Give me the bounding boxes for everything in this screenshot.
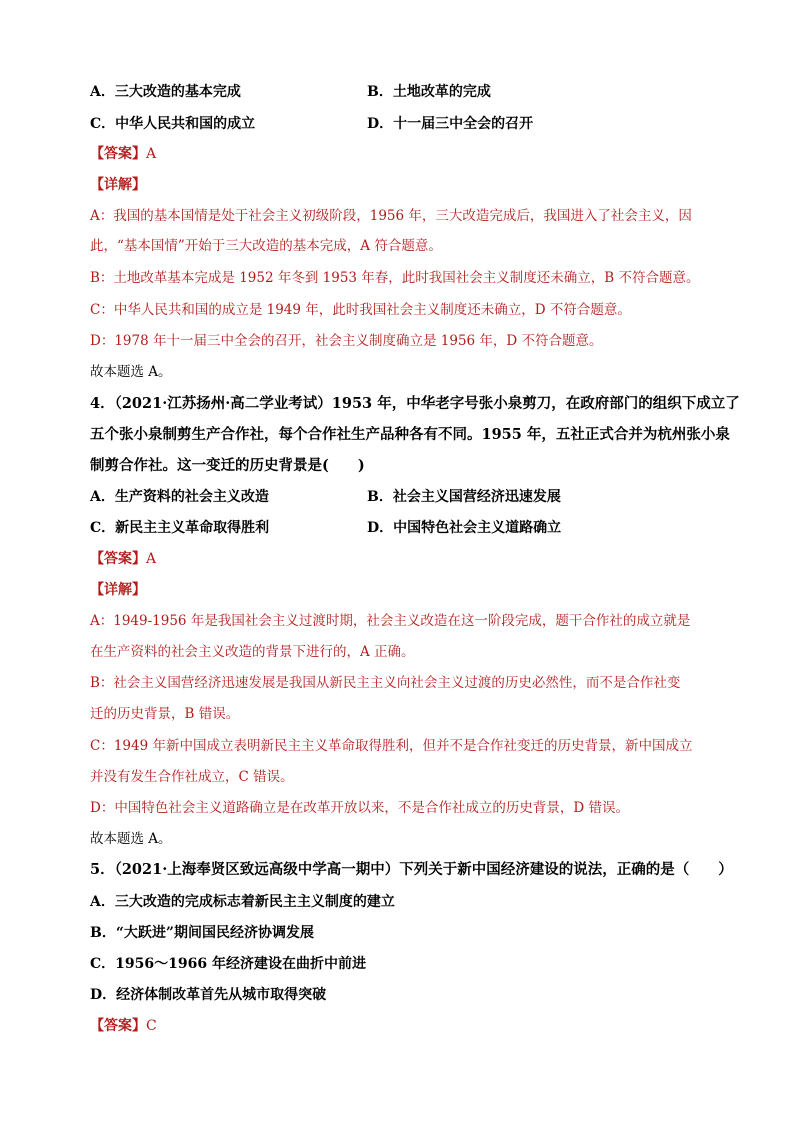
option-text: 生产资料的社会主义改造 xyxy=(114,489,269,505)
option-text: 三大改造的完成标志着新民主主义制度的建立 xyxy=(114,894,395,910)
answer-label: 【答案】 xyxy=(90,146,146,162)
q4-option-b xyxy=(367,487,707,507)
q3-explanation-line: 此，“基本国情”开始于三大改造的基本完成，A 符合题意。 xyxy=(90,238,442,254)
option-key: D． xyxy=(367,116,394,132)
option-text: 1956～1966 年经济建设在曲折中前进 xyxy=(115,956,366,972)
q4-explanation-line: A：1949-1956 年是我国社会主义过渡时期，社会主义改造在这一阶段完成，题干合作社的成立就是 xyxy=(90,613,691,629)
q4-explanation-line: D：中国特色社会主义道路确立是在改革开放以来，不是合作社成立的历史背景，D 错误。 xyxy=(90,800,629,816)
q3-explanation-line: D：1978 年十一届三中全会的召开，社会主义制度确立是 1956 年，D 不符合题意。 xyxy=(90,333,603,349)
detail-label: 【详解】 xyxy=(90,582,146,598)
option-text: 十一届三中全会的召开 xyxy=(393,116,534,132)
option-key: C． xyxy=(90,116,116,132)
option-key: A． xyxy=(90,489,115,505)
q3-option-d xyxy=(367,114,707,134)
q5-option-a xyxy=(90,892,710,912)
q3-answer xyxy=(90,144,710,164)
answer-value: A xyxy=(146,551,157,567)
answer-label: 【答案】 xyxy=(90,551,146,567)
q3-explanation-line: C：中华人民共和国的成立是 1949 年，此时我国社会主义制度还未确立，D 不符合题意。 xyxy=(90,302,631,318)
q5-option-d xyxy=(90,985,710,1005)
q4-stem-line: 4．（2021·江苏扬州·高二学业考试）1953 年，中华老字号张小泉剪刀，在政府部门的组织下成立了 xyxy=(90,395,740,412)
q4-explanation-line: 在生产资料的社会主义改造的背景下进行的，A 正确。 xyxy=(90,644,415,660)
option-text: 中国特色社会主义道路确立 xyxy=(393,520,562,536)
option-key: D． xyxy=(367,520,394,536)
q4-explanation-line: B：社会主义国营经济迅速发展是我国从新民主主义向社会主义过渡的历史必然性，而不是合作社变 xyxy=(90,675,681,691)
q3-explanation-line: A：我国的基本国情是处于社会主义初级阶段，1956 年，三大改造完成后，我国进入了社会主义，因 xyxy=(90,208,692,224)
q5-option-b xyxy=(90,923,710,943)
q3-explanation-line: B：土地改革基本完成是 1952 年冬到 1953 年春，此时我国社会主义制度还未确立，B 不符合题意。 xyxy=(90,270,700,286)
option-key: C． xyxy=(90,520,116,536)
option-key: B． xyxy=(90,925,116,941)
q5-stem: 5．（2021·上海奉贤区致远高级中学高一期中）下列关于新中国经济建设的说法，正确的是（ ） xyxy=(90,861,733,878)
q4-option-d xyxy=(367,518,707,538)
q4-explanation-line: 迁的历史背景，B 错误。 xyxy=(90,706,240,722)
option-text: 新民主主义革命取得胜利 xyxy=(115,520,270,536)
option-text: 社会主义国营经济迅速发展 xyxy=(392,489,561,505)
answer-value: C xyxy=(146,1018,157,1034)
option-key: D． xyxy=(90,987,117,1003)
q4-explanation-line: C：1949 年新中国成立表明新民主主义革命取得胜利，但并不是合作社变迁的历史背景，新中国成立 xyxy=(90,738,693,754)
option-key: B． xyxy=(367,84,393,100)
q4-conclusion: 故本题选 A。 xyxy=(90,831,172,847)
q3-option-b xyxy=(367,82,707,102)
option-text: 中华人民共和国的成立 xyxy=(115,116,256,132)
q5-option-c xyxy=(90,954,710,974)
option-key: A． xyxy=(90,84,115,100)
q3-conclusion: 故本题选 A。 xyxy=(90,364,172,380)
q4-explanation-line: 并没有发生合作社成立，C 错误。 xyxy=(90,769,294,785)
option-text: 三大改造的基本完成 xyxy=(114,84,241,100)
option-key: A． xyxy=(90,894,115,910)
option-text: 经济体制改革首先从城市取得突破 xyxy=(116,987,327,1003)
option-text: “大跃进”期间国民经济协调发展 xyxy=(115,925,314,941)
answer-value: A xyxy=(146,146,157,162)
q3-detail-label xyxy=(90,175,710,195)
q5-answer xyxy=(90,1016,710,1036)
q4-stem-line: 五个张小泉制剪生产合作社，每个合作社生产品种各有不同。1955 年，五社正式合并为杭州张小泉 xyxy=(90,426,730,443)
q4-detail-label xyxy=(90,580,710,600)
option-key: C． xyxy=(90,956,116,972)
q4-answer xyxy=(90,549,710,569)
option-key: B． xyxy=(367,489,393,505)
answer-label: 【答案】 xyxy=(90,1018,146,1034)
detail-label: 【详解】 xyxy=(90,177,146,193)
option-text: 土地改革的完成 xyxy=(392,84,491,100)
q4-stem-line: 制剪合作社。这一变迁的历史背景是( ) xyxy=(90,457,365,474)
